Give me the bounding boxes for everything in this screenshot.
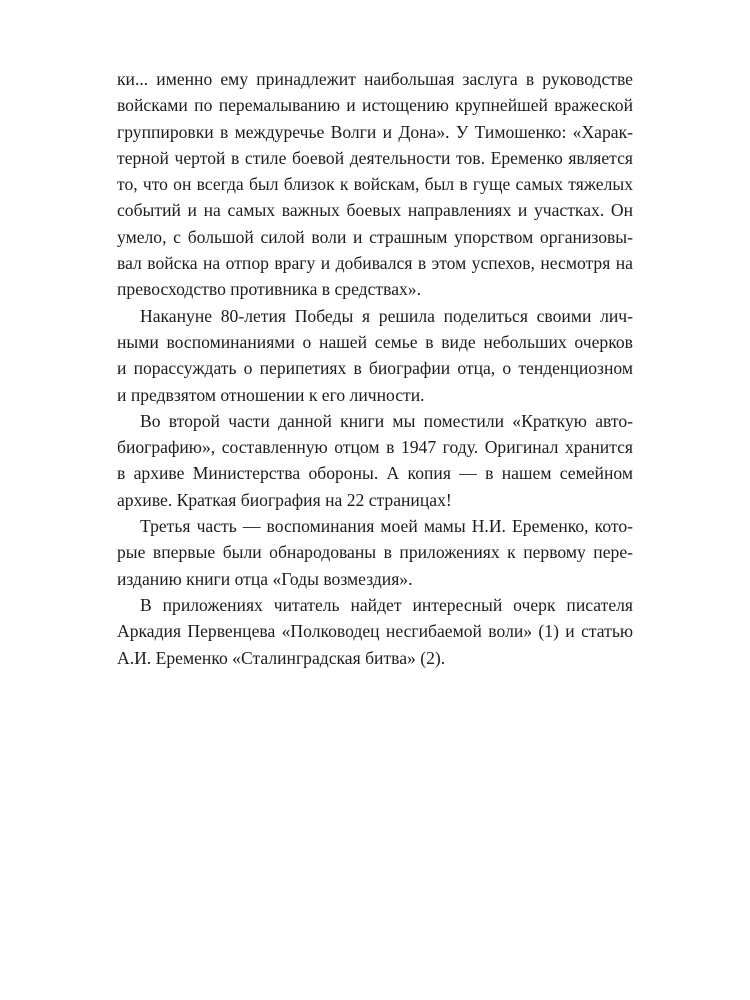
text-line: Аркадия Первенцева «Полководец несгибаемой воли» (1) и статью <box>117 621 633 642</box>
text-line: то, что он всегда был близок к войскам, был в гуще самых тяжелых <box>117 174 633 195</box>
text-line: и предвзятом отношении к его личности. <box>117 384 425 405</box>
text-line: войсками по перемалыванию и истощению крупнейшей вражеской <box>117 95 633 116</box>
text-line: Третья часть — воспоминания моей мамы Н.И. Еременко, кото- <box>140 516 633 537</box>
paragraph-3 <box>117 408 633 513</box>
text-line: группировки в междуречье Волги и Дона». У Тимошенко: «Харак- <box>117 121 633 142</box>
text-line: терной чертой в стиле боевой деятельности тов. Еременко является <box>117 147 633 168</box>
text-line: событий и на самых важных боевых направлениях и участках. Он <box>117 200 633 221</box>
text-line: В приложениях читатель найдет интересный очерк писателя <box>140 594 633 615</box>
text-line: биографию», составленную отцом в 1947 году. Оригинал хранится <box>117 437 633 458</box>
body-text <box>117 66 633 671</box>
paragraph-2 <box>117 303 633 408</box>
text-line: умело, с большой силой воли и страшным упорством организовы- <box>117 226 633 247</box>
text-line: изданию книги отца «Годы возмездия». <box>117 568 413 589</box>
text-line: Во второй части данной книги мы поместили «Краткую авто- <box>140 410 633 431</box>
text-line: ки... именно ему принадлежит наибольшая заслуга в руководстве <box>117 69 633 89</box>
text-line: Накануне 80-летия Победы я решила поделиться своими лич- <box>140 305 633 326</box>
text-line: рые впервые были обнародованы в приложениях к первому пере- <box>117 542 633 563</box>
text-line: превосходство противника в средствах». <box>117 279 421 300</box>
text-line: и порассуждать о перипетиях в биографии отца, о тенденциозном <box>117 358 633 379</box>
text-line: в архиве Министерства обороны. А копия — в нашем семейном <box>117 463 633 484</box>
paragraph-5 <box>117 592 633 671</box>
text-line: вал войска на отпор врагу и добивался в этом успехов, несмотря на <box>117 253 633 274</box>
paragraph-1 <box>117 66 633 303</box>
text-line: А.И. Еременко «Сталинградская битва» (2). <box>117 647 446 668</box>
text-line: архиве. Краткая биография на 22 страницах! <box>117 489 452 510</box>
paragraph-4 <box>117 513 633 592</box>
text-line: ными воспоминаниями о нашей семье в виде небольших очерков <box>117 331 633 352</box>
